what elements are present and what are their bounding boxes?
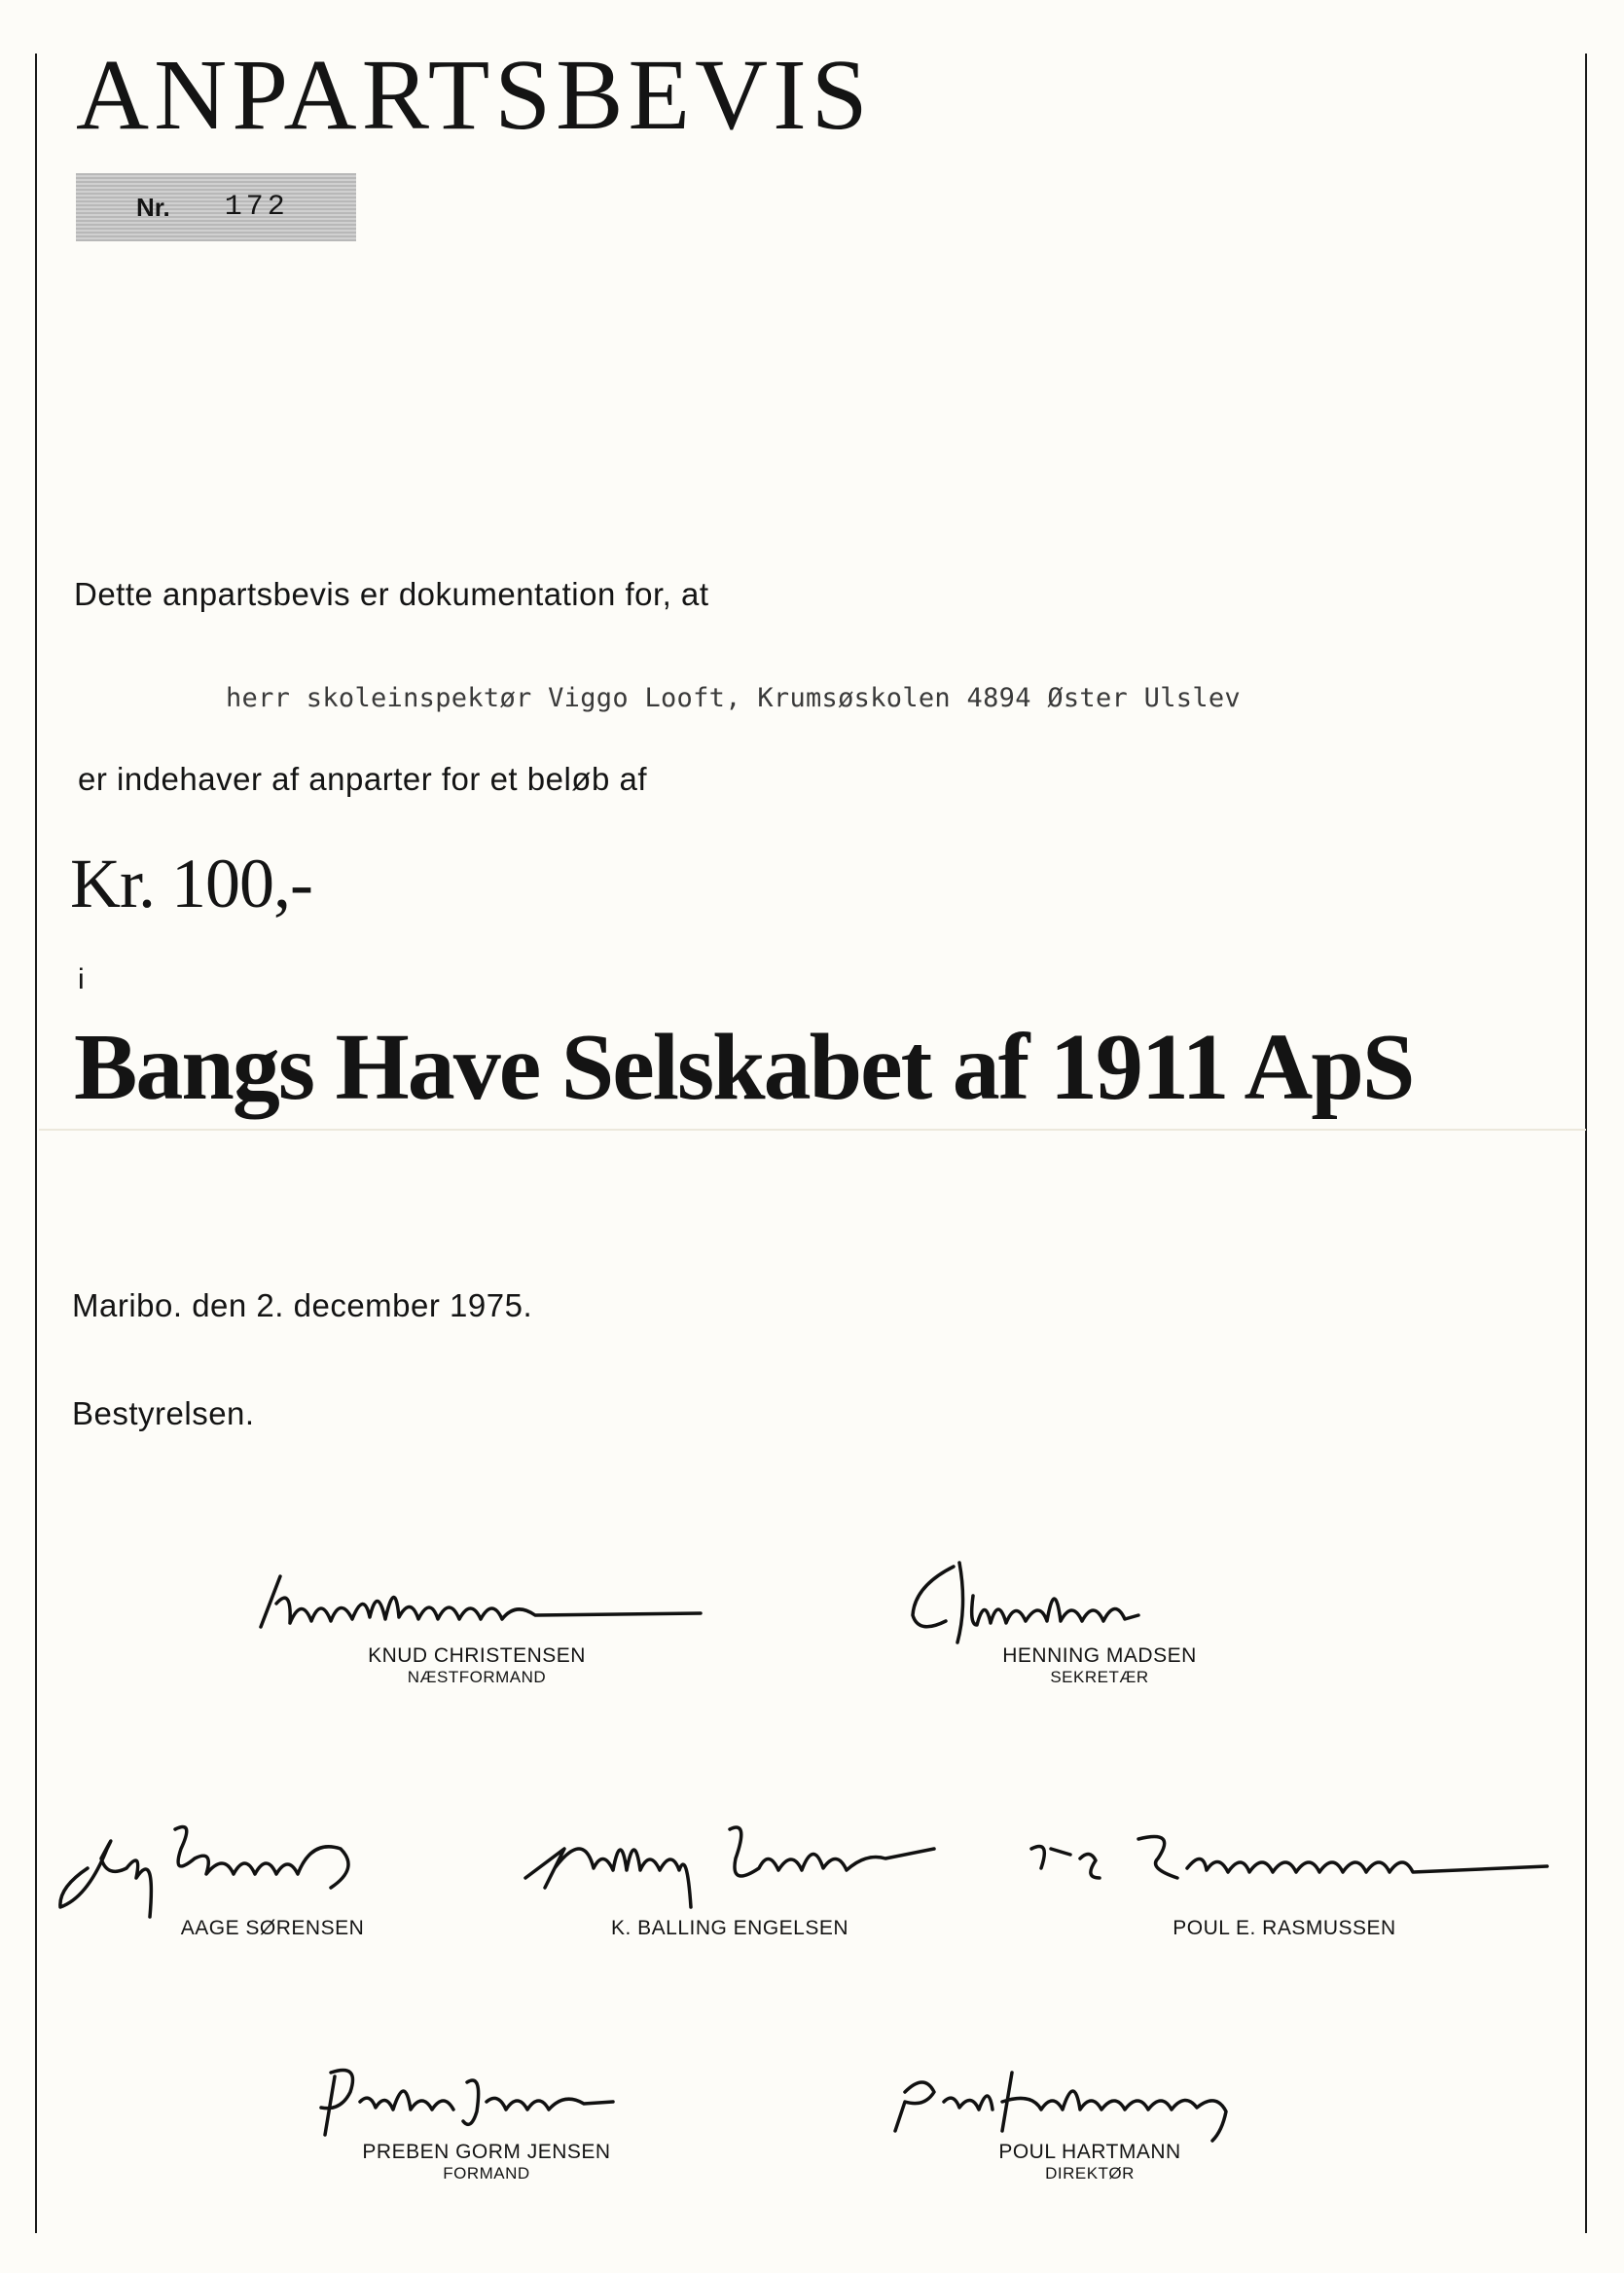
left-border-rule (35, 54, 37, 2233)
document-title: ANPARTSBEVIS (76, 39, 873, 151)
signatory-name: POUL HARTMANN (998, 2141, 1181, 2163)
signatory-title: SEKRETÆR (1050, 1668, 1149, 1687)
company-name: Bangs Have Selskabet af 1911 ApS (74, 1015, 1414, 1120)
number-label: Nr. (136, 192, 170, 222)
signature-knud-christensen (243, 1557, 710, 1644)
signature-block-henning-madsen (895, 1557, 1304, 1688)
signature-block-knud-christensen (243, 1557, 710, 1688)
signature-block-aage-sorensen (49, 1810, 496, 1940)
signature-block-poul-hartmann (866, 2053, 1314, 2184)
signatory-name: AAGE SØRENSEN (180, 1917, 365, 1939)
paper-fold-line (39, 1129, 1586, 1131)
signature-preben-gorm-jensen (292, 2053, 681, 2141)
place-date-text: Maribo. den 2. december 1975. (72, 1287, 533, 1323)
intro-text: Dette anpartsbevis er dokumentation for, at (74, 576, 709, 612)
signature-block-k-balling-engelsen (506, 1810, 954, 1940)
signature-block-preben-gorm-jensen (292, 2053, 681, 2184)
signatory-name: KNUD CHRISTENSEN (368, 1644, 586, 1667)
signature-block-poul-e-rasmussen (1012, 1810, 1557, 1940)
preposition-text: i (78, 963, 86, 995)
signature-poul-e-rasmussen (1012, 1810, 1557, 1917)
signature-aage-sorensen (49, 1810, 496, 1917)
owner-line-text: er indehaver af anparter for et beløb af (78, 761, 647, 797)
signatory-name: HENNING MADSEN (1002, 1644, 1197, 1667)
board-label: Bestyrelsen. (72, 1395, 255, 1431)
signatory-name: POUL E. RASMUSSEN (1173, 1917, 1396, 1939)
signature-poul-hartmann (866, 2053, 1314, 2141)
signatory-name: K. BALLING ENGELSEN (610, 1917, 849, 1939)
signatory-title: DIREKTØR (1045, 2164, 1135, 2183)
certificate-number: 172 (224, 191, 289, 224)
signatory-title: FORMAND (443, 2164, 530, 2183)
amount-text: Kr. 100,- (70, 845, 312, 922)
signatory-title: NÆSTFORMAND (407, 1668, 547, 1687)
signature-k-balling-engelsen (506, 1810, 954, 1917)
right-border-rule (1585, 54, 1587, 2233)
signatory-name: PREBEN GORM JENSEN (362, 2141, 611, 2163)
certificate-number-box (76, 173, 356, 241)
holder-text: herr skoleinspektør Viggo Looft, Krumsøskolen 4894 Øster Ulslev (226, 683, 1241, 713)
signature-henning-madsen (895, 1557, 1304, 1644)
